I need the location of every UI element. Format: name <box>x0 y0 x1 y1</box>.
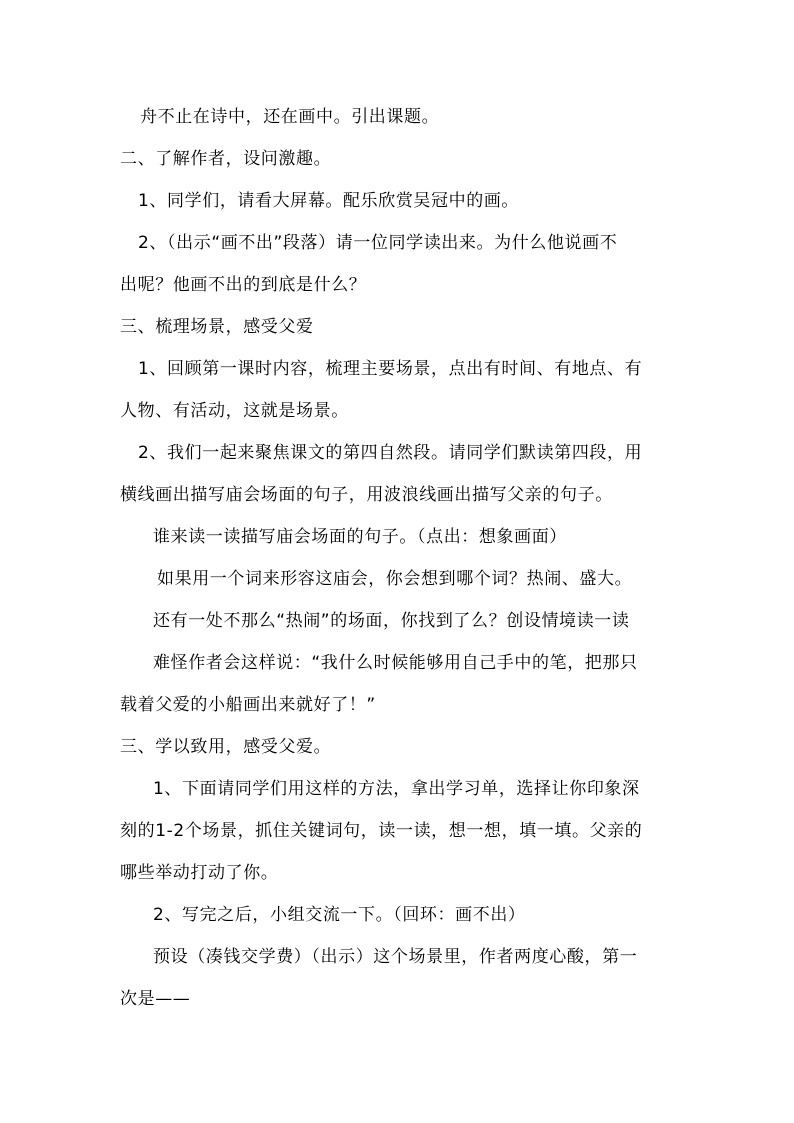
text-line: 出呢？他画不出的到底是什么？ <box>120 275 367 295</box>
section-heading: 三、梳理场景，感受父爱 <box>120 317 314 337</box>
text-line: 刻的1-2个场景，抓住关键词句，读一读，想一想，填一填。父亲的 <box>120 821 643 841</box>
section-heading: 三、学以致用，感受父爱。 <box>120 737 332 757</box>
text-line: 2、我们一起来聚焦课文的第四自然段。请同学们默读第四段，用 <box>138 443 643 463</box>
text-line: 1、同学们，请看大屏幕。配乐欣赏吴冠中的画。 <box>138 191 520 211</box>
text-line: 哪些举动打动了你。 <box>120 863 279 883</box>
text-line: 舟不止在诗中，还在画中。引出课题。 <box>140 107 440 127</box>
text-line: 次是—— <box>120 989 191 1009</box>
text-line: 预设（凑钱交学费）（出示）这个场景里，作者两度心酸，第一 <box>153 947 638 967</box>
text-line: 谁来读一读描写庙会场面的句子。（点出：想象画面） <box>153 527 567 547</box>
text-line: 横线画出描写庙会场面的句子，用波浪线画出描写父亲的句子。 <box>120 485 613 505</box>
text-line: 如果用一个词来形容这庙会，你会想到哪个词？热闹、盛大。 <box>157 569 633 589</box>
text-line: 人物、有活动，这就是场景。 <box>120 401 349 421</box>
text-line: 1、下面请同学们用这样的方法，拿出学习单，选择让你印象深 <box>153 779 640 799</box>
section-heading: 二、了解作者，设问激趣。 <box>120 149 332 169</box>
text-line: 难怪作者会这样说：“我什么时候能够用自己手中的笔，把那只 <box>153 653 638 673</box>
text-line: 2、写完之后，小组交流一下。（回环：画不出） <box>153 905 526 925</box>
text-line: 1、回顾第一课时内容，梳理主要场景，点出有时间、有地点、有 <box>138 359 643 379</box>
text-line: 2、（出示“画不出”段落）请一位同学读出来。为什么他说画不 <box>138 233 618 253</box>
text-line: 还有一处不那么“热闹”的场面，你找到了么？创设情境读一读 <box>153 611 630 631</box>
text-line: 载着父爱的小船画出来就好了！” <box>120 695 376 715</box>
